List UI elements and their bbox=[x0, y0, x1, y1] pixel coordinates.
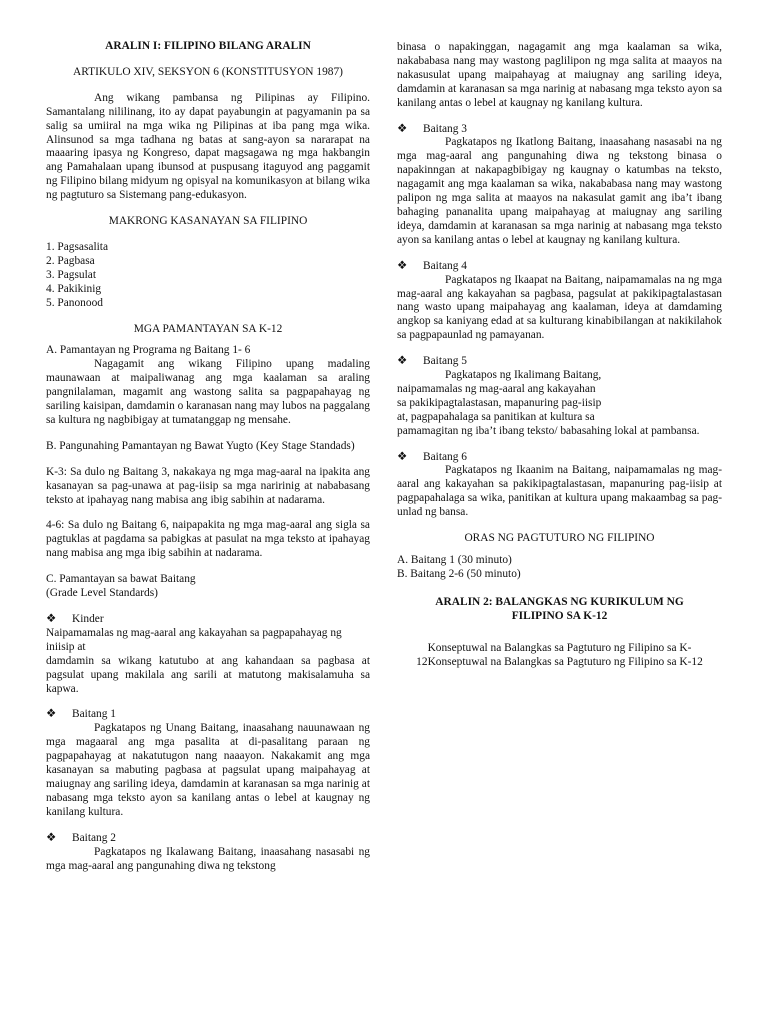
kinder-line-2: damdamin sa wikang katutubo at ang kahandaan sa pagbasa at pagsulat upang makilala ang sarili at matutong makisalamuha sa kapwa. bbox=[46, 654, 370, 695]
makro-heading: MAKRONG KASANAYAN SA FILIPINO bbox=[108, 215, 308, 228]
aralin1-title: ARALIN I: FILIPINO BILANG ARALIN bbox=[105, 40, 311, 52]
baitang2-paragraph: Pagkatapos ng Ikalawang Baitang, inaasahang nasasabi ng mga mag-aaral ang pangunahing diwa ng tekstong bbox=[46, 845, 370, 872]
baitang2-bullet bbox=[46, 832, 370, 846]
section-c-title: C. Pamantayan sa bawat Baitang bbox=[46, 573, 196, 586]
kinder-bullet bbox=[46, 613, 370, 627]
left-column bbox=[46, 40, 370, 873]
list-item: A. Baitang 1 (30 minuto) bbox=[397, 554, 512, 566]
baitang1-bullet bbox=[46, 708, 370, 722]
baitang5-line-5: pamamagitan ng iba’t ibang teksto/ babasahing lokal at pambansa. bbox=[397, 424, 700, 437]
section-a-title: A. Pamantayan ng Programa ng Baitang 1- 6 bbox=[46, 344, 251, 357]
bullet-label: Baitang 3 bbox=[423, 122, 467, 135]
baitang5-line-3: sa pakikipagtalastasan, mapanuring pag-iisip bbox=[397, 396, 602, 409]
list-item: 3. Pagsulat bbox=[46, 268, 96, 281]
baitang5-bullet bbox=[397, 355, 722, 369]
right-column bbox=[397, 41, 722, 669]
bullet-label: Baitang 4 bbox=[423, 259, 467, 272]
baitang1-paragraph: Pagkatapos ng Unang Baitang, inaasahang nauunawaan ng mga magaaral ang mga pasalita at di-pasalitang paraan ng pagpapahayag at nakatutugon nang naaayon. Nakakamit ang mga kasanayan sa mabuting pagbasa at pagsulat upang maipahayag at maiugnay ang sariling ideya, damdamin at karanasan sa mga narinig at nabasang mga teksto ayon sa kanilang antas o lebel at kaugnay ng kanilang kultura. bbox=[46, 722, 370, 818]
diamond-bullet-icon: ❖ bbox=[397, 122, 408, 135]
diamond-bullet-icon: ❖ bbox=[46, 708, 57, 721]
baitang3-bullet bbox=[397, 123, 722, 137]
bullet-label: Baitang 1 bbox=[72, 708, 116, 721]
bullet-label: Baitang 5 bbox=[423, 355, 467, 368]
oras-heading: ORAS NG PAGTUTURO NG FILIPINO bbox=[464, 532, 655, 545]
diamond-bullet-icon: ❖ bbox=[46, 831, 57, 844]
makro-list bbox=[46, 241, 370, 311]
bullet-label: Baitang 2 bbox=[72, 831, 116, 844]
kinder-line-1: Naipamamalas ng mag-aaral ang kakayahan sa pagpapahayag ng iniisip at bbox=[46, 626, 342, 653]
diamond-bullet-icon: ❖ bbox=[46, 613, 57, 625]
bullet-label: Kinder bbox=[72, 613, 104, 625]
section-c-subtitle: (Grade Level Standards) bbox=[46, 587, 158, 600]
pamantayan-heading: MGA PAMANTAYAN SA K-12 bbox=[133, 322, 283, 335]
section-b-title: B. Pangunahing Pamantayan ng Bawat Yugto (Key Stage Standads) bbox=[46, 439, 355, 452]
konseptuwal-paragraph: Konseptuwal na Balangkas sa Pagtuturo ng Filipino sa K-12Konseptuwal na Balangkas sa Pagtuturo ng Filipino sa K-12 bbox=[416, 641, 703, 668]
list-item: 2. Pagbasa bbox=[46, 254, 95, 267]
diamond-bullet-icon: ❖ bbox=[397, 450, 408, 463]
k3-paragraph: K-3: Sa dulo ng Baitang 3, nakakaya ng mga mag-aaral na ipakita ang kasanayan sa pag-unawa at pag-iisip sa mga naririnig at nababasang teksto at ipahayag nang mabisa ang ibig sabihin at nadarama. bbox=[46, 465, 370, 506]
artikulo-paragraph: Ang wikang pambansa ng Pilipinas ay Filipino. Samantalang nililinang, ito ay dapat payabungin at pagyamanin pa sa salig sa umiiral na mga wika ng Pilipinas at iba pang mga wika. Alinsunod sa mga tadhana ng batas at sang-ayon sa nararapat na maaaring ipasya ng Kongreso, dapat magsagawa ng mga hakbangin ang Pamahalaan upang ibunsod at puspusang itaguyod ang paggamit ng Filipino bilang midyum ng opisyal na komunikasyon at bilang wika ng pagtuturo sa Sistemang pang-edukasyon. bbox=[46, 91, 370, 202]
aralin2-title-cont: FILIPINO SA K-12 bbox=[511, 609, 608, 622]
baitang6-bullet bbox=[397, 451, 722, 465]
baitang4-bullet bbox=[397, 260, 722, 274]
baitang5-line-1: Pagkatapos ng Ikalimang Baitang, bbox=[445, 369, 602, 382]
oras-list bbox=[397, 554, 722, 582]
baitang6-paragraph: Pagkatapos ng Ikaanim na Baitang, naipamamalas ng mag-aaral ang kakayahan sa pakikipagtalastasan, mapanuring pag-iisip at pagpapahalaga sa wika, panitikan at kultura upang makaambag sa pag-unlad ng bansa. bbox=[397, 464, 722, 519]
baitang4-paragraph: Pagkatapos ng Ikaapat na Baitang, naipamamalas na ng mga mag-aaral ang kakayahan sa pagbasa, pagsulat at pakikipagtalastasan nang wasto upang maipahayag ang kaalaman, ideya at damdaming angkop sa kaniyang edad at sa kulturang kinabibilangan at nakikilahok sa pagpapaunlad ng pamayanan. bbox=[397, 273, 722, 342]
diamond-bullet-icon: ❖ bbox=[397, 259, 408, 272]
k46-paragraph: 4-6: Sa dulo ng Baitang 6, naipapakita ng mga mag-aaral ang sigla sa pagtuklas at pagdama sa pabigkas at pasulat na mga teksto at ipahayag nang mabisa ang mga ibig sabihin at nadarama. bbox=[46, 519, 370, 560]
baitang5-line-2: naipamamalas ng mag-aaral ang kakayahan bbox=[397, 382, 596, 395]
baitang2-continuation: binasa o napakinggan, nagagamit ang mga kaalaman sa wika, nakababasa nang may wastong paglilipon ng mga salita at maayos na nakasusulat upang maipahayag at maiugnay ang sariling ideya, damdamin at karanasan sa mga narinig at nabasang mga teksto ayon sa kanilang antas o lebel at kaugnay ng kanilang kultura. bbox=[397, 41, 722, 109]
section-a-paragraph: Nagagamit ang wikang Filipino upang madaling maunawaan at maipaliwanag ang mga kaalaman sa araling pangnilalaman, magamit ang wastong salita sa pagpapahayag ng sariling kaisipan, damdamin o karanasan nang may lubos na paggalang sa kultura ng nagbibigay at tumatanggap ng mensahe. bbox=[46, 358, 370, 426]
baitang3-paragraph: Pagkatapos ng Ikatlong Baitang, inaasahang nasasabi na ng mga mag-aaral ang pangunahing diwa ng tekstong binasa o napakinngan at nakapagbibigay ng kaugnay o katumbas na teksto, nagagamit ang mga kaalaman sa wika, nakababasa nang may wastong palipon ng mga salita at maayos na nakasulat gamit ang iba’t ibang bahaging pananalita upang maipahayag at maiugnay ang sariling ideya, damdamin at karanasan sa mga narinig at nabasang mga teksto ayon sa kanilang antas o lebel at kaugnay ng kanilang kultura. bbox=[397, 136, 722, 246]
bullet-label: Baitang 6 bbox=[423, 450, 467, 463]
list-item: 1. Pagsasalita bbox=[46, 240, 109, 253]
list-item: 5. Panonood bbox=[46, 296, 103, 309]
diamond-bullet-icon: ❖ bbox=[397, 355, 408, 368]
list-item: B. Baitang 2-6 (50 minuto) bbox=[397, 567, 521, 580]
list-item: 4. Pakikinig bbox=[46, 282, 102, 295]
baitang5-line-4: at, pagpapahalaga sa panitikan at kultura sa bbox=[397, 410, 595, 423]
artikulo-heading: ARTIKULO XIV, SEKSYON 6 (KONSTITUSYON 1987) bbox=[73, 65, 343, 78]
aralin2-title: ARALIN 2: BALANGKAS NG KURIKULUM NG bbox=[435, 595, 684, 608]
